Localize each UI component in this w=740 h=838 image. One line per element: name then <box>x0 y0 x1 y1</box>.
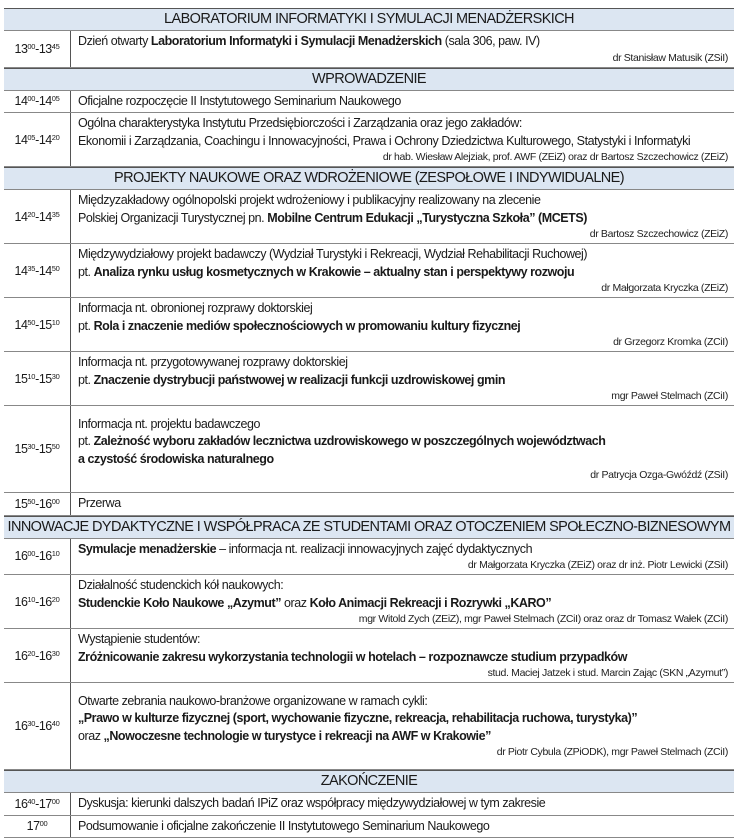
description-line <box>78 115 728 133</box>
time-dash: - <box>35 372 39 386</box>
text-segment: Dzień otwarty <box>78 34 151 48</box>
end-hour: 14 <box>39 94 52 108</box>
time-range <box>15 371 60 387</box>
schedule-row <box>4 244 734 298</box>
time-range <box>15 441 60 457</box>
text-segment: Polskiej Organizacji Turystycznej pn. <box>78 211 267 225</box>
start-hour: 14 <box>15 133 28 147</box>
start-hour: 16 <box>15 649 28 663</box>
text-segment: pt. <box>78 373 94 387</box>
start-minute: 05 <box>27 133 35 142</box>
description-line <box>78 541 728 559</box>
description-line <box>78 93 728 111</box>
program-section <box>4 770 734 838</box>
time-range <box>15 263 60 279</box>
end-minute: 40 <box>52 719 60 728</box>
session-description <box>71 793 734 815</box>
description-line <box>78 451 728 469</box>
time-slot <box>4 629 71 682</box>
text-segment: Przerwa <box>78 496 121 510</box>
text-segment: Informacja nt. projektu badawczego <box>78 417 260 431</box>
description-line <box>78 631 728 649</box>
end-hour: 16 <box>39 549 52 563</box>
schedule-row <box>4 816 734 838</box>
end-minute: 10 <box>52 318 60 327</box>
description-line <box>78 728 728 746</box>
end-minute: 05 <box>52 94 60 103</box>
description-line <box>78 595 728 613</box>
session-description <box>71 298 734 351</box>
text-segment: – informacja nt. realizacji innowacyjnych zajęć dydaktycznych <box>216 542 532 556</box>
description-line <box>78 693 728 711</box>
description-line <box>78 372 728 390</box>
bold-title: Koło Animacji Rekreacji i Rozrywki „KARO” <box>310 596 552 610</box>
session-description <box>71 190 734 243</box>
session-description <box>71 113 734 166</box>
session-description <box>71 493 734 515</box>
time-dash: - <box>35 210 39 224</box>
text-segment: Dyskusja: kierunki dalszych badań IPiZ oraz współpracy międzywydziałowej w tym zakresie <box>78 796 545 810</box>
end-minute: 00 <box>52 797 60 806</box>
time-slot <box>4 793 71 815</box>
time-range <box>15 93 60 109</box>
section-heading: ZAKOŃCZENIE <box>4 770 734 793</box>
start-hour: 16 <box>15 719 28 733</box>
schedule-row <box>4 91 734 114</box>
schedule-row <box>4 352 734 406</box>
end-minute: 30 <box>52 372 60 381</box>
description-line <box>78 818 728 836</box>
time-range <box>15 496 60 512</box>
presenter: dr Bartosz Szczechowicz (ZEiZ) <box>78 227 728 241</box>
end-hour: 14 <box>39 133 52 147</box>
end-hour: 14 <box>39 264 52 278</box>
start-minute: 50 <box>27 318 35 327</box>
schedule-row <box>4 298 734 352</box>
start-hour: 15 <box>15 372 28 386</box>
description-line <box>78 133 728 151</box>
time-slot <box>4 113 71 166</box>
end-hour: 13 <box>39 42 52 56</box>
schedule-row <box>4 31 734 68</box>
presenter: stud. Maciej Jatzek i stud. Marcin Zając (SKN „Azymut”) <box>78 666 728 680</box>
description-line <box>78 210 728 228</box>
start-minute: 00 <box>27 42 35 51</box>
time-slot <box>4 493 71 515</box>
time-slot <box>4 816 71 838</box>
time-dash: - <box>35 42 39 56</box>
text-segment: Międzyzakładowy ogólnopolski projekt wdrożeniowy i publikacyjny realizowany na zlecenie <box>78 193 541 207</box>
presenter: dr Patrycja Ozga-Gwóźdź (ZSiI) <box>78 468 728 482</box>
time-range <box>15 648 60 664</box>
text-segment: Międzywydziałowy projekt badawczy (Wydział Turystyki i Rekreacji, Wydział Rehabilitacji Ruchowej) <box>78 247 587 261</box>
session-description <box>71 91 734 113</box>
text-segment: oraz <box>281 596 310 610</box>
bold-title: Rola i znaczenie mediów społecznościowych w promowaniu kultury fizycznej <box>94 319 521 333</box>
session-description <box>71 539 734 575</box>
program-section <box>4 8 734 68</box>
schedule-row <box>4 793 734 816</box>
description-line <box>78 795 728 813</box>
end-hour: 17 <box>39 797 52 811</box>
end-hour: 14 <box>39 210 52 224</box>
description-line <box>78 433 728 451</box>
start-minute: 10 <box>27 595 35 604</box>
bold-title: a czystość środowiska naturalnego <box>78 452 274 466</box>
presenter: mgr Paweł Stelmach (ZCiI) <box>78 389 728 403</box>
text-segment: oraz <box>78 729 104 743</box>
bold-title: Znaczenie dystrybucji państwowej w realizacji funkcji uzdrowiskowej gmin <box>94 373 505 387</box>
end-hour: 15 <box>39 442 52 456</box>
end-hour: 16 <box>39 649 52 663</box>
bold-title: Mobilne Centrum Edukacji „Turystyczna Szkoła” (MCETS) <box>267 211 587 225</box>
start-minute: 40 <box>27 797 35 806</box>
schedule-row <box>4 406 734 493</box>
description-line <box>78 577 728 595</box>
bold-title: Symulacje menadżerskie <box>78 542 216 556</box>
schedule-row <box>4 493 734 516</box>
end-hour: 15 <box>39 318 52 332</box>
presenter: dr Stanisław Matusik (ZSiI) <box>78 51 728 65</box>
text-segment: Informacja nt. przygotowywanej rozprawy doktorskiej <box>78 355 348 369</box>
start-minute: 00 <box>27 549 35 558</box>
schedule-row <box>4 629 734 683</box>
start-minute: 30 <box>27 719 35 728</box>
start-hour: 16 <box>15 549 28 563</box>
end-minute: 45 <box>52 42 60 51</box>
time-dash: - <box>35 719 39 733</box>
time-range <box>27 818 48 834</box>
text-segment: Działalność studenckich kół naukowych: <box>78 578 283 592</box>
start-minute: 35 <box>27 264 35 273</box>
program-section <box>4 167 734 516</box>
start-minute: 50 <box>27 497 35 506</box>
text-segment: Oficjalne rozpoczęcie II Instytutowego Seminarium Naukowego <box>78 94 401 108</box>
time-range <box>15 548 60 564</box>
time-range <box>15 132 60 148</box>
bold-title: „Nowoczesne technologie w turystyce i rekreacji na AWF w Krakowie” <box>104 729 491 743</box>
description-line <box>78 416 728 434</box>
time-slot <box>4 91 71 113</box>
session-description <box>71 683 734 769</box>
time-range <box>15 594 60 610</box>
text-segment: pt. <box>78 434 94 448</box>
end-minute: 20 <box>52 133 60 142</box>
start-hour: 16 <box>15 595 28 609</box>
section-heading: INNOWACJE DYDAKTYCZNE I WSPÓŁPRACA ZE STUDENTAMI ORAZ OTOCZENIEM SPOŁECZNO-BIZNESOWYM <box>4 516 734 539</box>
text-segment: Ogólna charakterystyka Instytutu Przedsiębiorczości i Zarządzania oraz jego zakładów: <box>78 116 522 130</box>
program-section <box>4 68 734 168</box>
description-line <box>78 649 728 667</box>
bold-title: Studenckie Koło Naukowe „Azymut” <box>78 596 281 610</box>
description-line <box>78 33 728 51</box>
section-heading: WPROWADZENIE <box>4 68 734 91</box>
end-hour: 15 <box>39 372 52 386</box>
end-minute: 50 <box>52 442 60 451</box>
time-range <box>15 209 60 225</box>
end-minute: 20 <box>52 595 60 604</box>
start-minute: 00 <box>27 94 35 103</box>
start-minute: 20 <box>27 210 35 219</box>
description-line <box>78 264 728 282</box>
end-hour: 16 <box>39 595 52 609</box>
presenter: dr Grzegorz Kromka (ZCiI) <box>78 335 728 349</box>
time-range <box>15 796 60 812</box>
text-segment: Wystąpienie studentów: <box>78 632 200 646</box>
time-slot <box>4 190 71 243</box>
time-dash: - <box>35 94 39 108</box>
start-hour: 14 <box>15 94 28 108</box>
start-hour: 16 <box>15 797 28 811</box>
start-hour: 15 <box>15 497 28 511</box>
session-description <box>71 406 734 492</box>
description-line <box>78 192 728 210</box>
end-minute: 50 <box>52 264 60 273</box>
start-minute: 20 <box>27 649 35 658</box>
schedule-row <box>4 113 734 167</box>
description-line <box>78 246 728 264</box>
session-description <box>71 244 734 297</box>
bold-title: Laboratorium Informatyki i Symulacji Menadżerskich <box>151 34 442 48</box>
end-minute: 30 <box>52 649 60 658</box>
time-range <box>15 718 60 734</box>
session-description <box>71 816 734 838</box>
text-segment: pt. <box>78 265 94 279</box>
bold-title: Analiza rynku usług kosmetycznych w Krakowie – aktualny stan i perspektywy rozwoju <box>94 265 575 279</box>
start-hour: 14 <box>15 264 28 278</box>
end-hour: 16 <box>39 719 52 733</box>
bold-title: „Prawo w kulturze fizycznej (sport, wychowanie fizyczne, rekreacja, rehabilitacja ruchowa, turystyka)” <box>78 711 637 725</box>
presenter: dr hab. Wiesław Alejziak, prof. AWF (ZEiZ) oraz dr Bartosz Szczechowicz (ZEiZ) <box>78 150 728 164</box>
time-range <box>15 41 60 57</box>
time-slot <box>4 575 71 628</box>
time-dash: - <box>35 549 39 563</box>
presenter: dr Piotr Cybula (ZPiODK), mgr Paweł Stelmach (ZCiI) <box>78 745 728 759</box>
schedule-row <box>4 190 734 244</box>
time-slot <box>4 539 71 575</box>
schedule-row <box>4 575 734 629</box>
time-slot <box>4 683 71 769</box>
time-dash: - <box>35 264 39 278</box>
description-line <box>78 300 728 318</box>
bold-title: Zależność wyboru zakładów lecznictwa uzdrowiskowego w poszczególnych województwach <box>94 434 606 448</box>
time-dash: - <box>35 497 39 511</box>
program-section <box>4 516 734 771</box>
end-minute: 10 <box>52 549 60 558</box>
session-description <box>71 629 734 682</box>
bold-title: Zróżnicowanie zakresu wykorzystania technologii w hotelach – rozpoznawcze studium przypadków <box>78 650 627 664</box>
start-hour: 14 <box>15 210 28 224</box>
time-range <box>15 317 60 333</box>
start-hour: 17 <box>27 819 40 833</box>
session-description <box>71 352 734 405</box>
start-minute: 10 <box>27 372 35 381</box>
time-dash: - <box>35 649 39 663</box>
text-segment: pt. <box>78 319 94 333</box>
start-minute: 00 <box>40 819 48 828</box>
text-segment: Otwarte zebrania naukowo-branżowe organizowane w ramach cykli: <box>78 694 427 708</box>
session-description <box>71 31 734 67</box>
time-slot <box>4 298 71 351</box>
time-slot <box>4 406 71 492</box>
time-dash: - <box>35 595 39 609</box>
time-slot <box>4 352 71 405</box>
description-line <box>78 495 728 513</box>
text-segment: (sala 306, paw. IV) <box>442 34 540 48</box>
start-hour: 15 <box>15 442 28 456</box>
presenter: dr Małgorzata Kryczka (ZEiZ) oraz dr inż. Piotr Lewicki (ZSiI) <box>78 558 728 572</box>
text-segment: Ekonomii i Zarządzania, Coachingu i Innowacyjności, Prawa i Ochrony Dziedzictwa Kulturowego, Statystyki i Informatyki <box>78 134 690 148</box>
description-line <box>78 354 728 372</box>
start-hour: 13 <box>15 42 28 56</box>
time-dash: - <box>35 797 39 811</box>
schedule-row <box>4 539 734 576</box>
presenter: dr Małgorzata Kryczka (ZEiZ) <box>78 281 728 295</box>
schedule-row <box>4 683 734 770</box>
description-line <box>78 318 728 336</box>
start-minute: 30 <box>27 442 35 451</box>
text-segment: Podsumowanie i oficjalne zakończenie II Instytutowego Seminarium Naukowego <box>78 819 489 833</box>
end-hour: 16 <box>39 497 52 511</box>
presenter: mgr Witold Zych (ZEiZ), mgr Paweł Stelmach (ZCiI) oraz oraz dr Tomasz Wałek (ZCiI) <box>78 612 728 626</box>
start-hour: 14 <box>15 318 28 332</box>
section-heading: PROJEKTY NAUKOWE ORAZ WDROŻENIOWE (ZESPOŁOWE I INDYWIDUALNE) <box>4 167 734 190</box>
time-dash: - <box>35 133 39 147</box>
program-table <box>4 0 734 838</box>
time-slot <box>4 244 71 297</box>
text-segment: Informacja nt. obronionej rozprawy doktorskiej <box>78 301 312 315</box>
section-heading: LABORATORIUM INFORMATYKI I SYMULACJI MENADŻERSKICH <box>4 8 734 31</box>
time-slot <box>4 31 71 67</box>
description-line <box>78 710 728 728</box>
time-dash: - <box>35 318 39 332</box>
end-minute: 35 <box>52 210 60 219</box>
session-description <box>71 575 734 628</box>
end-minute: 00 <box>52 497 60 506</box>
time-dash: - <box>35 442 39 456</box>
